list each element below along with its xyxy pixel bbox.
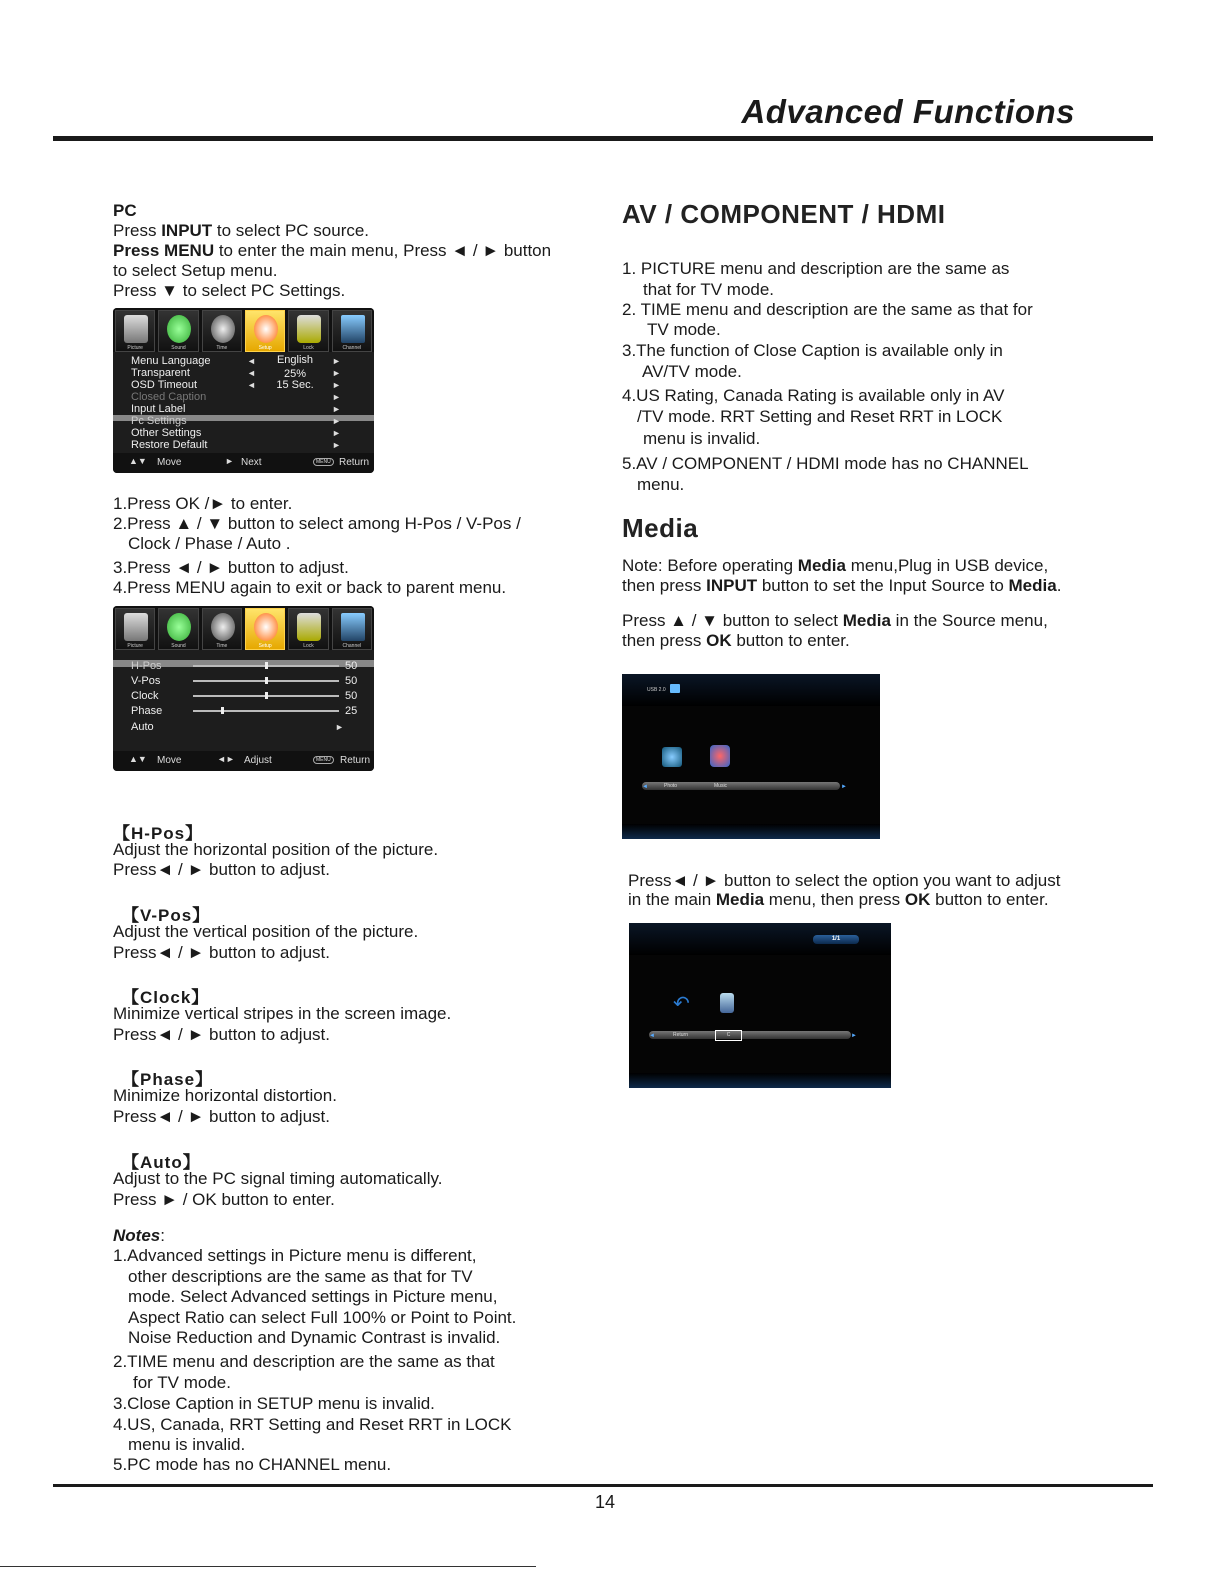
phase-desc: Minimize horizontal distortion. bbox=[113, 1086, 337, 1105]
vpos-desc: Adjust the vertical position of the picture. bbox=[113, 922, 419, 941]
tab-channel: Channel bbox=[332, 310, 372, 352]
updown-icon: ▲▼ bbox=[129, 754, 147, 764]
tab-picture: Picture bbox=[115, 310, 155, 352]
step-1: 1.Press OK /► to enter. bbox=[113, 494, 293, 513]
tab-picture: Picture bbox=[115, 608, 155, 650]
media-heading: Media bbox=[622, 513, 699, 543]
right-arrow-icon: ► bbox=[332, 440, 341, 450]
phase-press: Press◄ / ► button to adjust. bbox=[113, 1107, 330, 1126]
note-line: 3.Close Caption in SETUP menu is invalid. bbox=[113, 1394, 435, 1413]
media-select-1: Press◄ / ► button to select the option you want to adjust bbox=[628, 871, 1061, 890]
note-line: mode. Select Advanced settings in Picture menu, bbox=[128, 1287, 498, 1306]
right-arrow-icon: ► bbox=[332, 416, 341, 426]
menu-tab-bar bbox=[113, 606, 374, 650]
menu-row-label: Clock bbox=[131, 690, 159, 702]
av-item-line: that for TV mode. bbox=[643, 280, 775, 299]
right-arrow-icon: ► bbox=[332, 428, 341, 438]
menu-row-label: Auto bbox=[131, 721, 154, 733]
music-icon bbox=[710, 745, 730, 767]
page-header-title: Advanced Functions bbox=[741, 93, 1075, 130]
auto-press: Press ► / OK button to enter. bbox=[113, 1190, 335, 1209]
menu-key-icon: MENU bbox=[313, 756, 334, 764]
step-2-cont: Clock / Phase / Auto . bbox=[128, 534, 291, 553]
media-press-1: Press ▲ / ▼ button to select Media in the Source menu, bbox=[622, 611, 1048, 630]
media-note-1: Note: Before operating Media menu,Plug in USB device, bbox=[622, 556, 1049, 575]
clock-title: 【Clock】 bbox=[122, 988, 210, 1007]
menu-row-label: Transparent bbox=[131, 367, 190, 379]
note-line: other descriptions are the same as that for TV bbox=[128, 1267, 473, 1286]
tab-sound: Sound bbox=[158, 310, 198, 352]
av-item-line: menu. bbox=[637, 475, 685, 494]
av-item-line: 2. TIME menu and description are the same as that for bbox=[622, 300, 1033, 319]
menu-row-value: 50 bbox=[345, 660, 358, 672]
menu-row-value: English bbox=[276, 354, 314, 366]
setup-menu-screenshot bbox=[113, 308, 374, 473]
pc-settings-menu-screenshot bbox=[113, 606, 374, 771]
clock-press: Press◄ / ► button to adjust. bbox=[113, 1025, 330, 1044]
note-line: 4.US, Canada, RRT Setting and Reset RRT in LOCK bbox=[113, 1415, 512, 1434]
right-arrow-icon: ► bbox=[332, 368, 341, 378]
av-item-line: 5.AV / COMPONENT / HDMI mode has no CHANNEL bbox=[622, 454, 1029, 473]
menu-row-label: Restore Default bbox=[131, 439, 208, 451]
bottom-line bbox=[0, 1566, 536, 1567]
vpos-title: 【V-Pos】 bbox=[122, 906, 211, 925]
tab-channel: Channel bbox=[332, 608, 372, 650]
phase-title: 【Phase】 bbox=[122, 1070, 214, 1089]
note-line: Noise Reduction and Dynamic Contrast is invalid. bbox=[128, 1328, 501, 1347]
pc-intro-1: Press INPUT to select PC source. bbox=[113, 221, 370, 240]
media-select-2: in the main Media menu, then press OK button to enter. bbox=[628, 890, 1049, 909]
av-item-line: 3.The function of Close Caption is available only in bbox=[622, 341, 1003, 360]
left-arrow-icon: ◄ bbox=[247, 380, 256, 390]
tab-sound: Sound bbox=[158, 608, 198, 650]
menu-row-value: 25 bbox=[345, 705, 358, 717]
media-item-photo: Photo bbox=[664, 783, 678, 789]
menu-row-label: Phase bbox=[131, 705, 163, 717]
usb-label: USB 2.0 bbox=[647, 687, 666, 693]
usb-icon bbox=[670, 684, 680, 693]
slider-knob bbox=[265, 662, 268, 669]
menu-row-value: 25% bbox=[283, 368, 307, 380]
photo-icon bbox=[662, 747, 682, 767]
return-icon: ↶ bbox=[673, 993, 690, 1015]
right-arrow-icon: ► bbox=[332, 392, 341, 402]
left-arrow-icon: ◄ bbox=[247, 368, 256, 378]
bar-left-arrow-icon: ◄ bbox=[642, 784, 648, 790]
media-item-selected: C bbox=[715, 1030, 742, 1041]
left-arrow-icon: ◄ bbox=[247, 356, 256, 366]
slider-track bbox=[193, 710, 339, 712]
menu-footer: ▲▼ Move ► Next MENU Return bbox=[113, 453, 374, 473]
media-note-2: then press INPUT button to set the Input Source to Media. bbox=[622, 576, 1062, 595]
clock-desc: Minimize vertical stripes in the screen image. bbox=[113, 1004, 452, 1023]
menu-row-label: H-Pos bbox=[131, 660, 162, 672]
hpos-desc: Adjust the horizontal position of the picture. bbox=[113, 840, 439, 859]
av-item-line: 4.US Rating, Canada Rating is available only in AV bbox=[622, 386, 1005, 405]
vpos-press: Press◄ / ► button to adjust. bbox=[113, 943, 330, 962]
note-line: for TV mode. bbox=[133, 1373, 231, 1392]
menu-row-label: V-Pos bbox=[131, 675, 161, 687]
pc-intro-2: Press MENU to enter the main menu, Press ◄ / ► button bbox=[113, 241, 552, 260]
menu-row-label: OSD Timeout bbox=[131, 379, 198, 391]
header-rule bbox=[53, 136, 1153, 141]
av-item-line: /TV mode. RRT Setting and Reset RRT in LOCK bbox=[637, 407, 1003, 426]
tab-time: Time bbox=[202, 608, 242, 650]
note-line: 2.TIME menu and description are the same as that bbox=[113, 1352, 495, 1371]
slider-knob bbox=[265, 692, 268, 699]
av-item-line: AV/TV mode. bbox=[642, 362, 742, 381]
right-arrow-icon: ► bbox=[332, 356, 341, 366]
tab-lock: Lock bbox=[288, 310, 328, 352]
bar-right-arrow-icon: ► bbox=[841, 784, 847, 790]
hpos-press: Press◄ / ► button to adjust. bbox=[113, 860, 330, 879]
step-2: 2.Press ▲ / ▼ button to select among H-Pos / V-Pos / bbox=[113, 514, 521, 533]
media-press-2: then press OK button to enter. bbox=[622, 631, 850, 650]
page-indicator: 1/1 bbox=[813, 935, 859, 944]
media-bottom-glow bbox=[622, 824, 880, 839]
media-bottom-glow bbox=[629, 1073, 891, 1088]
updown-icon: ▲▼ bbox=[129, 456, 147, 466]
right-arrow-icon: ► bbox=[332, 404, 341, 414]
menu-row-value: 50 bbox=[345, 675, 358, 687]
bar-right-arrow-icon: ► bbox=[851, 1033, 857, 1039]
step-4: 4.Press MENU again to exit or back to parent menu. bbox=[113, 578, 507, 597]
step-3: 3.Press ◄ / ► button to adjust. bbox=[113, 558, 349, 577]
menu-row-value: 50 bbox=[345, 690, 358, 702]
slider-knob bbox=[265, 677, 268, 684]
footer-rule bbox=[53, 1484, 1153, 1487]
media-main-screenshot bbox=[622, 674, 880, 839]
menu-tab-bar bbox=[113, 308, 374, 352]
media-item-music: Music bbox=[714, 783, 728, 789]
auto-desc: Adjust to the PC signal timing automatically. bbox=[113, 1169, 443, 1188]
notes-title: Notes: bbox=[113, 1226, 165, 1245]
menu-key-icon: MENU bbox=[313, 458, 334, 466]
note-line: Aspect Ratio can select Full 100% or Point to Point. bbox=[128, 1308, 517, 1327]
right-arrow-icon: ► bbox=[335, 722, 344, 732]
page-number: 14 bbox=[594, 1492, 616, 1512]
tab-setup: Setup bbox=[245, 608, 285, 650]
tab-lock: Lock bbox=[288, 608, 328, 650]
media-item-return: Return bbox=[673, 1032, 689, 1038]
menu-row-label: Input Label bbox=[131, 403, 186, 415]
menu-row-label: Pc Settings bbox=[131, 415, 187, 427]
folder-icon bbox=[720, 993, 734, 1013]
av-item-line: TV mode. bbox=[647, 320, 721, 339]
av-item-line: menu is invalid. bbox=[643, 429, 761, 448]
tab-time: Time bbox=[202, 310, 242, 352]
menu-footer: ▲▼ Move ◄► Adjust MENU Return bbox=[113, 751, 374, 771]
pc-intro-3: to select Setup menu. bbox=[113, 261, 278, 280]
av-item-line: 1. PICTURE menu and description are the same as bbox=[622, 259, 1010, 278]
av-heading: AV / COMPONENT / HDMI bbox=[622, 199, 946, 229]
menu-row-label: Menu Language bbox=[131, 355, 211, 367]
bar-left-arrow-icon: ◄ bbox=[649, 1033, 655, 1039]
note-line: 1.Advanced settings in Picture menu is different, bbox=[113, 1246, 477, 1265]
pc-intro-4: Press ▼ to select PC Settings. bbox=[113, 281, 346, 300]
pc-heading: PC bbox=[113, 201, 137, 220]
note-line: menu is invalid. bbox=[128, 1435, 246, 1454]
hpos-title: 【H-Pos】 bbox=[113, 824, 204, 843]
media-sub-screenshot bbox=[629, 923, 891, 1088]
leftright-icon: ◄► bbox=[217, 754, 235, 764]
menu-row-label: Closed Caption bbox=[131, 391, 207, 403]
menu-row-label: Other Settings bbox=[131, 427, 202, 439]
auto-title: 【Auto】 bbox=[122, 1153, 201, 1172]
right-arrow-icon: ► bbox=[332, 380, 341, 390]
note-line: 5.PC mode has no CHANNEL menu. bbox=[113, 1455, 392, 1474]
menu-row-value: 15 Sec. bbox=[276, 379, 314, 391]
next-icon: ► bbox=[225, 456, 234, 466]
tab-setup: Setup bbox=[245, 310, 285, 352]
slider-knob bbox=[221, 707, 224, 714]
